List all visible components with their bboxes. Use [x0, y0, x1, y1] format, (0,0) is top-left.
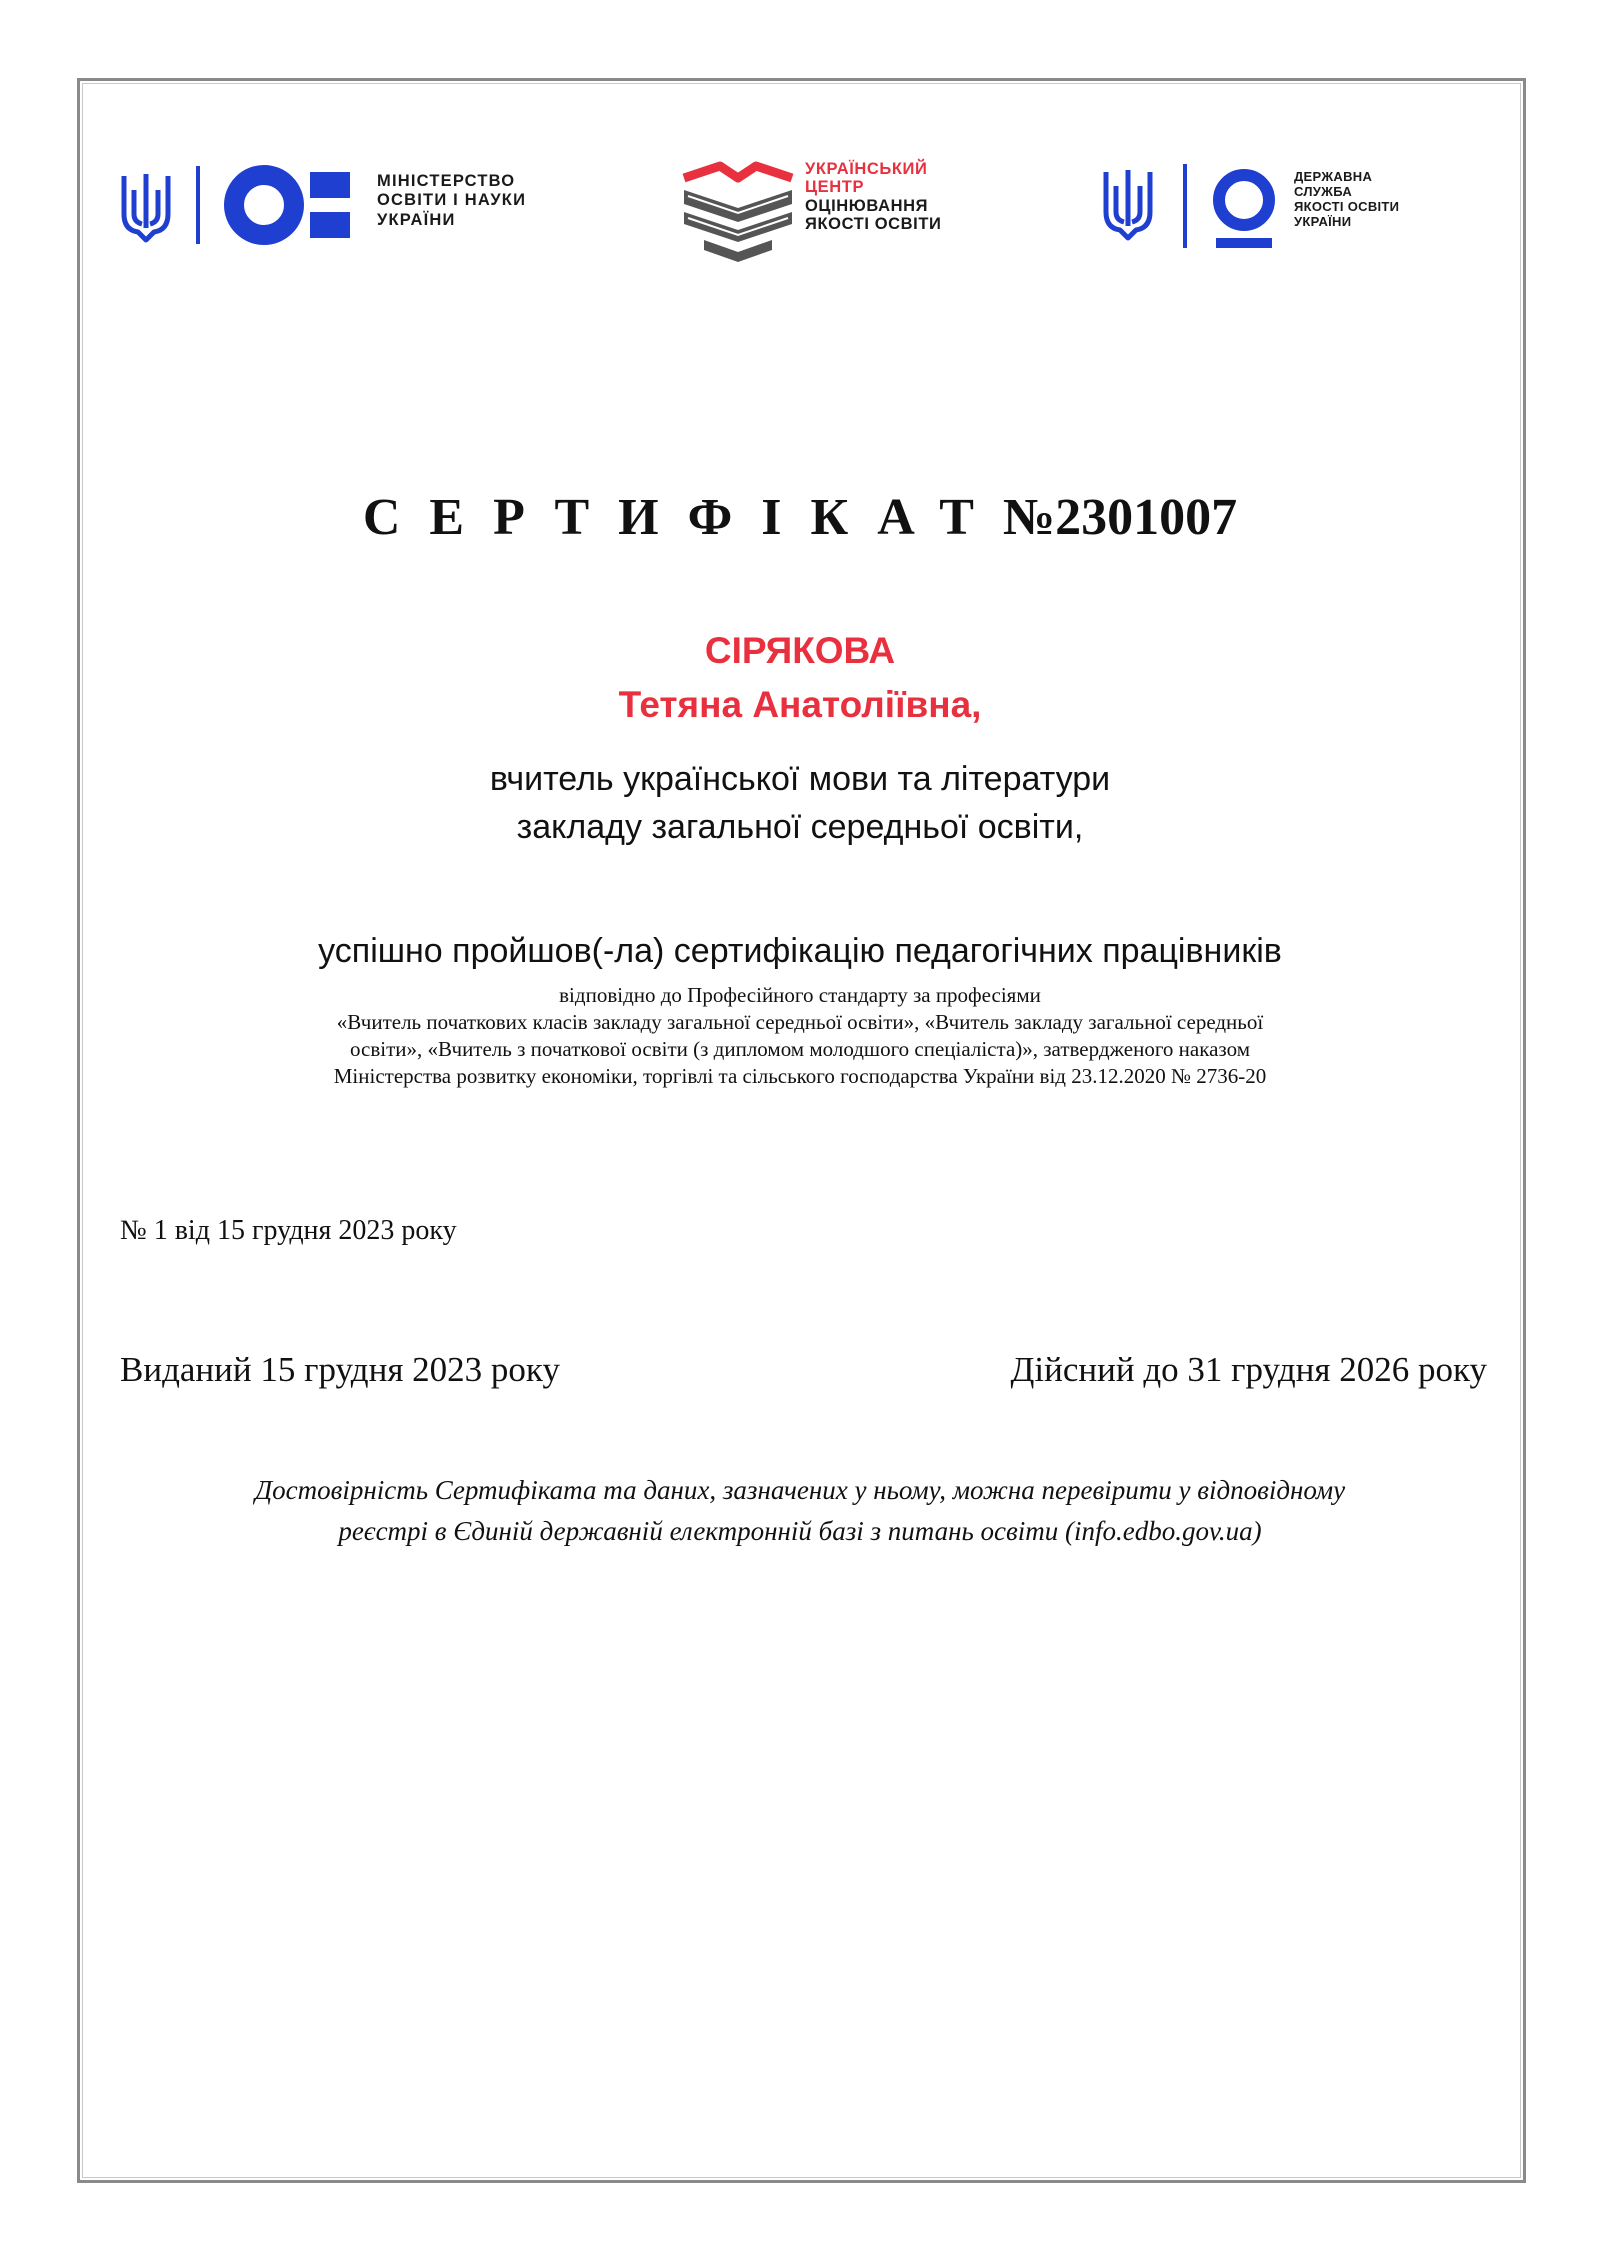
issue-date: Виданий 15 грудня 2023 року [120, 1350, 560, 1389]
recipient-surname: СІРЯКОВА [704, 630, 896, 671]
ucoz-line-3: ОЦІНЮВАННЯ [805, 196, 929, 215]
ucoz-book-icon [680, 160, 796, 264]
trident-icon [1100, 166, 1156, 246]
valid-until-date: Дійсний до 31 грудня 2026 року [1010, 1350, 1487, 1389]
certificate-number: №2301007 [1002, 489, 1238, 546]
trident-icon [118, 170, 174, 246]
recipient-position [0, 755, 1600, 851]
standard-line-2: «Вчитель початкових класів закладу загальної середньої освіти», «Вчитель закладу загальної середньої [336, 1010, 1264, 1034]
dsyo-logo-icon [1206, 166, 1282, 250]
certification-statement: успішно пройшов(-ла) сертифікацію педагогічних працівників [318, 932, 1282, 970]
dsyo-line-3: ЯКОСТІ ОСВІТИ [1294, 198, 1400, 214]
standard-line-4: Міністерства розвитку економіки, торгівлі та сільського господарства України від 23.12.2020 № 2736-20 [333, 1064, 1267, 1088]
note-line-1: Достовірність Сертифіката та даних, зазначених у ньому, можна перевірити у відповідному [254, 1475, 1346, 1505]
ucoz-line-1: УКРАЇНСЬКИЙ [805, 160, 928, 178]
standard-line-1: відповідно до Професійного стандарту за професіями [559, 983, 1041, 1007]
ucoz-line-4: ЯКОСТІ ОСВІТИ [805, 215, 942, 234]
recipient-given-names: Тетяна Анатоліївна, [618, 684, 982, 725]
logo-divider [1183, 164, 1187, 248]
ucoz-logo-text [805, 160, 942, 234]
dsyo-line-4: УКРАЇНИ [1294, 213, 1352, 229]
dsyo-line-2: СЛУЖБА [1294, 183, 1353, 199]
professional-standard-reference [190, 982, 1410, 1090]
mon-line-3: УКРАЇНИ [377, 210, 456, 229]
mon-logo-text [377, 172, 526, 230]
title-word: СЕРТИФІКАТ [362, 489, 1003, 546]
certificate-inner-border [82, 83, 1521, 2178]
note-line-2: реєстрі в Єдиній державній електронній базі з питань освіти (info.edbo.gov.ua) [338, 1516, 1262, 1546]
standard-line-3: освіти», «Вчитель з початкової освіти (з дипломом молодшого спеціаліста)», затвердженого наказом [350, 1037, 1250, 1061]
position-line-2: закладу загальної середньої освіти, [516, 808, 1084, 846]
verification-note [130, 1470, 1470, 1552]
decree-reference: № 1 від 15 грудня 2023 року [120, 1215, 457, 1246]
logo-divider [196, 166, 200, 244]
position-line-1: вчитель української мови та літератури [489, 760, 1111, 798]
dsyo-logo-text [1294, 170, 1399, 230]
certificate-title [0, 488, 1600, 547]
mon-line-2: ОСВІТИ І НАУКИ [377, 191, 527, 210]
mon-line-1: МІНІСТЕРСТВО [377, 172, 516, 190]
ucoz-line-2: ЦЕНТР [805, 178, 865, 197]
mon-logo-icon [224, 164, 356, 246]
dsyo-line-1: ДЕРЖАВНА [1294, 169, 1373, 184]
